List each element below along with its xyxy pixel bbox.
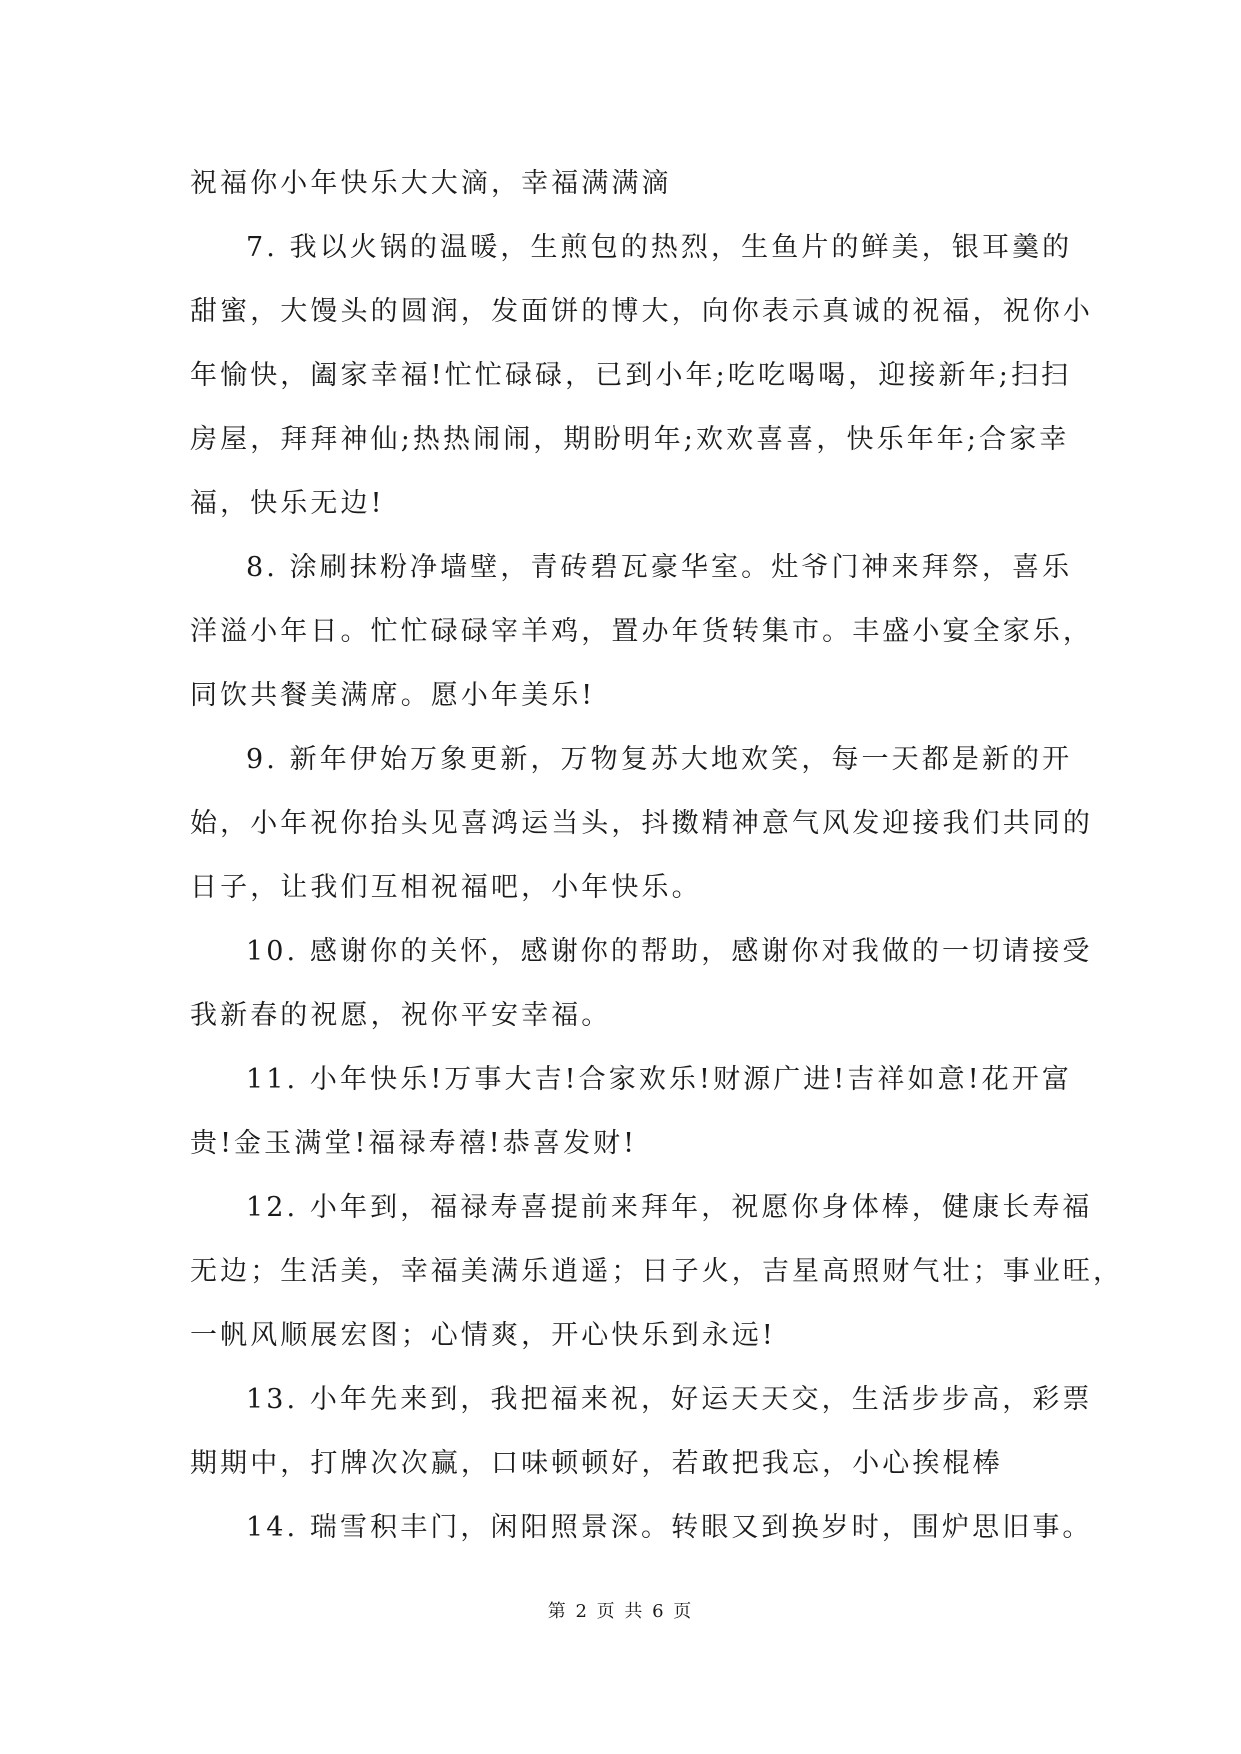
text-line-3: 甜蜜，大馒头的圆润，发面饼的博大，向你表示真诚的祝福，祝你小 [190, 296, 1093, 327]
text-line-17: 12. 小年到，福禄寿喜提前来拜年，祝愿你身体棒，健康长寿福 [246, 1192, 1093, 1223]
text-line-4: 年愉快，阖家幸福!忙忙碌碌，已到小年;吃吃喝喝，迎接新年;扫扫 [190, 360, 1072, 391]
text-line-8: 洋溢小年日。忙忙碌碌宰羊鸡，置办年货转集市。丰盛小宴全家乐， [190, 616, 1093, 647]
text-line-18: 无边；生活美，幸福美满乐逍遥；日子火，吉星高照财气壮；事业旺， [190, 1256, 1124, 1287]
document-body [190, 152, 1124, 1560]
text-line-11: 始，小年祝你抬头见喜鸿运当头，抖擞精神意气风发迎接我们共同的 [190, 808, 1093, 839]
text-line-7: 8. 涂刷抹粉净墙壁，青砖碧瓦豪华室。灶爷门神来拜祭，喜乐 [246, 552, 1073, 583]
text-line-10: 9. 新年伊始万象更新，万物复苏大地欢笑，每一天都是新的开 [246, 744, 1073, 775]
text-line-21: 期期中，打牌次次赢，口味顿顿好，若敢把我忘，小心挨棍棒 [190, 1448, 1003, 1479]
text-line-13: 10. 感谢你的关怀，感谢你的帮助，感谢你对我做的一切请接受 [246, 936, 1093, 967]
page-number-footer: 第 2 页 共 6 页 [547, 1601, 694, 1622]
text-line-22: 14. 瑞雪积丰门，闲阳照景深。转眼又到换岁时，围炉思旧事。 [246, 1512, 1093, 1543]
text-line-15: 11. 小年快乐!万事大吉!合家欢乐!财源广进!吉祥如意!花开富 [246, 1064, 1072, 1095]
text-line-2: 7. 我以火锅的温暖，生煎包的热烈，生鱼片的鲜美，银耳羹的 [246, 232, 1073, 263]
text-line-14: 我新春的祝愿，祝你平安幸福。 [190, 1000, 612, 1031]
text-line-1: 祝福你小年快乐大大滴，幸福满满滴 [190, 168, 672, 199]
text-line-19: 一帆风顺展宏图；心情爽，开心快乐到永远! [190, 1320, 776, 1351]
text-line-16: 贵!金玉满堂!福禄寿禧!恭喜发财! [190, 1128, 638, 1159]
text-line-12: 日子，让我们互相祝福吧，小年快乐。 [190, 872, 702, 903]
text-line-5: 房屋，拜拜神仙;热热闹闹，期盼明年;欢欢喜喜，快乐年年;合家幸 [190, 424, 1070, 455]
text-line-20: 13. 小年先来到，我把福来祝，好运天天交，生活步步高，彩票 [246, 1384, 1093, 1415]
text-line-6: 福，快乐无边! [190, 488, 385, 519]
text-line-9: 同饮共餐美满席。愿小年美乐! [190, 680, 596, 711]
